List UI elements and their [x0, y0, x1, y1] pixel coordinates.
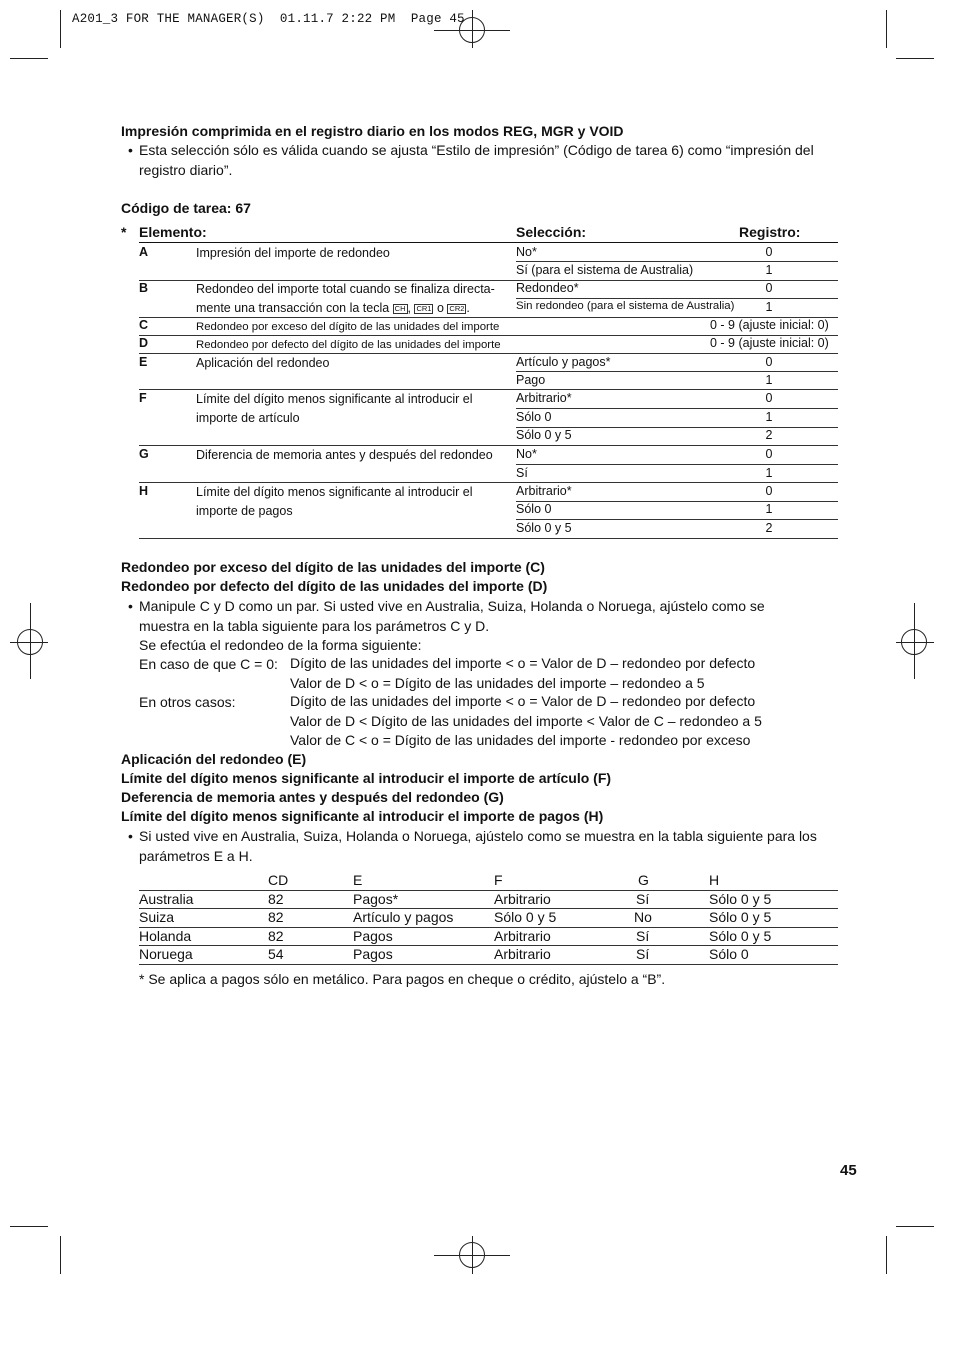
paragraph-line: Si usted vive en Australia, Suiza, Holanda o Noruega, ajústelo como se muestra en la tabla siguiente para los [139, 828, 817, 844]
selection: Sólo 0 y 5 [516, 428, 572, 442]
country-table [139, 872, 838, 966]
col-header-cd: CD [268, 872, 289, 888]
print-header: A201_3 FOR THE MANAGER(S) 01.11.7 2:22 PM Page 45 [72, 12, 465, 26]
bullet: • [128, 142, 133, 158]
paragraph-line: muestra en la tabla siguiente para los parámetros C y D. [139, 617, 490, 634]
row-label-h: H [139, 484, 149, 498]
section-title-payment-limit: Límite del dígito menos significante al introducir el importe de pagos (H) [121, 808, 604, 824]
paragraph-line: Se efectúa el redondeo de la forma siguiente: [139, 637, 422, 653]
section-title-compressed-print: Impresión comprimida en el registro diario en los modos REG, MGR y VOID [121, 123, 624, 139]
h-value: Sólo 0 y 5 [709, 909, 772, 925]
rule-line: Valor de D < Dígito de las unidades del importe < Valor de C – redondeo a 5 [290, 712, 762, 729]
desc-line [196, 299, 511, 318]
desc-text: mente una transacción con la tecla [196, 300, 390, 315]
f-value: Arbitrario [494, 946, 551, 962]
paragraph-line: Esta selección sólo es válida cuando se ajusta “Estilo de impresión” (Código de tarea 6) como “impresión del [139, 142, 814, 158]
cd-value: 82 [268, 909, 284, 925]
selection: Arbitrario* [516, 391, 572, 405]
register-value: 1 [765, 466, 773, 480]
bullet: • [128, 828, 133, 844]
rule-line: Dígito de las unidades del importe < o = Valor de D – redondeo por defecto [290, 693, 756, 709]
selection: Arbitrario* [516, 484, 572, 498]
h-value: Sólo 0 [709, 946, 749, 962]
e-value: Pagos [353, 928, 393, 944]
section-title-item-limit: Límite del dígito menos significante al introducir el importe de artículo (F) [121, 770, 612, 786]
f-value: Arbitrario [494, 891, 551, 907]
desc-line: Límite del dígito menos significante al introducir el [196, 392, 473, 406]
e-value: Pagos [353, 946, 393, 962]
cd-value: 54 [268, 946, 284, 962]
period: . [466, 300, 470, 315]
f-value: Arbitrario [494, 928, 551, 944]
header-seleccion: Selección: [516, 224, 587, 240]
section3-paragraph [139, 827, 844, 866]
row-desc-d: Redondeo por defecto del dígito de las unidades del importe [196, 339, 501, 351]
e-value: Pagos* [353, 891, 399, 907]
selection: Sí (para el sistema de Australia) [516, 263, 694, 277]
cr2-key-icon: CR2 [449, 303, 465, 313]
header-registro: Registro: [739, 224, 801, 240]
comma: , [407, 300, 411, 315]
ch-key-icon: CH [394, 303, 406, 313]
section-title-rounding-up: Redondeo por exceso del dígito de las unidades del importe (C) [121, 559, 545, 575]
col-header-f: F [494, 872, 503, 888]
section-title-memory-diff: Deferencia de memoria antes y después del redondeo (G) [121, 789, 504, 805]
row-desc-f [196, 390, 511, 427]
section2-paragraph [139, 597, 844, 656]
country-name: Suiza [139, 909, 175, 925]
case2-label: En otros casos: [139, 694, 236, 710]
desc-line: Límite del dígito menos significante al introducir el [196, 485, 473, 499]
selection: Artículo y pagos* [516, 355, 611, 369]
g-value: Sí [636, 946, 650, 962]
h-value: Sólo 0 y 5 [709, 891, 772, 907]
row-desc-h [196, 483, 511, 520]
row-label-a: A [139, 245, 149, 259]
rule-line: Valor de D < o = Dígito de las unidades del importe – redondeo a 5 [290, 674, 705, 691]
paragraph-line: parámetros E a H. [139, 847, 253, 864]
register-value: 2 [765, 521, 773, 535]
row-label-g: G [139, 447, 149, 461]
col-header-g: G [638, 872, 649, 888]
selection: Sólo 0 [516, 410, 552, 424]
conjunction: o [436, 300, 444, 315]
register-value: 1 [765, 300, 773, 314]
case2-rules [290, 692, 762, 751]
header-elemento: Elemento: [139, 224, 207, 240]
range-value-d: 0 - 9 (ajuste inicial: 0) [710, 336, 829, 350]
section1-paragraph [139, 141, 844, 180]
h-value: Sólo 0 y 5 [709, 928, 772, 944]
row-label-c: C [139, 318, 149, 332]
desc-line: importe de artículo [196, 410, 300, 425]
selection: No* [516, 245, 537, 259]
col-header-h: H [709, 872, 720, 888]
register-value: 0 [765, 447, 773, 461]
cd-value: 82 [268, 891, 284, 907]
desc-line: Redondeo del importe total cuando se finaliza directa- [196, 282, 495, 296]
row-label-f: F [139, 391, 147, 405]
section-title-rounding-down: Redondeo por defecto del dígito de las unidades del importe (D) [121, 578, 548, 594]
register-value: 2 [765, 428, 773, 442]
rule-line: Valor de C < o = Dígito de las unidades del importe - redondeo por exceso [290, 732, 751, 748]
range-value-c: 0 - 9 (ajuste inicial: 0) [710, 318, 829, 332]
country-name: Holanda [139, 928, 192, 944]
register-value: 0 [765, 484, 773, 498]
case1-label: En caso de que C = 0: [139, 656, 278, 672]
footnote: * Se aplica a pagos sólo en metálico. Para pagos en cheque o crédito, ajústelo a “B”. [139, 971, 666, 987]
register-value: 1 [765, 410, 773, 424]
selection: No* [516, 447, 537, 461]
e-value: Artículo y pagos [353, 909, 454, 925]
section-title-application: Aplicación del redondeo (E) [121, 751, 307, 767]
register-value: 1 [765, 263, 773, 277]
settings-table [139, 224, 838, 544]
register-value: 0 [765, 281, 773, 295]
g-value: Sí [636, 891, 650, 907]
cd-value: 82 [268, 928, 284, 944]
g-value: No [634, 909, 652, 925]
selection: Pago [516, 373, 546, 387]
country-name: Australia [139, 891, 194, 907]
row-desc-a: Impresión del importe de redondeo [196, 246, 390, 260]
selection: Sólo 0 [516, 502, 552, 516]
bullet: • [128, 598, 133, 614]
col-header-e: E [353, 872, 363, 888]
row-desc-e: Aplicación del redondeo [196, 356, 330, 370]
row-desc-g: Diferencia de memoria antes y después del redondeo [196, 448, 493, 462]
register-value: 0 [765, 355, 773, 369]
country-name: Noruega [139, 946, 193, 962]
selection: Sólo 0 y 5 [516, 521, 572, 535]
cr1-key-icon: CR1 [416, 303, 432, 313]
case1-rules [290, 654, 755, 693]
desc-line: importe de pagos [196, 503, 293, 518]
rule-line: Dígito de las unidades del importe < o = Valor de D – redondeo por defecto [290, 655, 756, 671]
selection: Redondeo* [516, 281, 579, 295]
row-label-b: B [139, 281, 149, 295]
selection: Sin redondeo (para el sistema de Australia) [516, 300, 735, 312]
job-code: Código de tarea: 67 [121, 200, 251, 216]
register-value: 0 [765, 391, 773, 405]
row-desc-b [196, 280, 511, 317]
f-value: Sólo 0 y 5 [494, 909, 557, 925]
selection: Sí [516, 466, 528, 480]
page-number: 45 [840, 1162, 857, 1179]
row-desc-c: Redondeo por exceso del dígito de las unidades del importe [196, 321, 500, 333]
register-value: 1 [765, 373, 773, 387]
paragraph-line: registro diario”. [139, 161, 233, 178]
register-value: 0 [765, 245, 773, 259]
register-value: 1 [765, 502, 773, 516]
table-asterisk: * [121, 224, 127, 240]
row-label-d: D [139, 336, 149, 350]
paragraph-line: Manipule C y D como un par. Si usted vive en Australia, Suiza, Holanda o Noruega, ajústelo como se [139, 598, 765, 614]
g-value: Sí [636, 928, 650, 944]
row-label-e: E [139, 355, 148, 369]
